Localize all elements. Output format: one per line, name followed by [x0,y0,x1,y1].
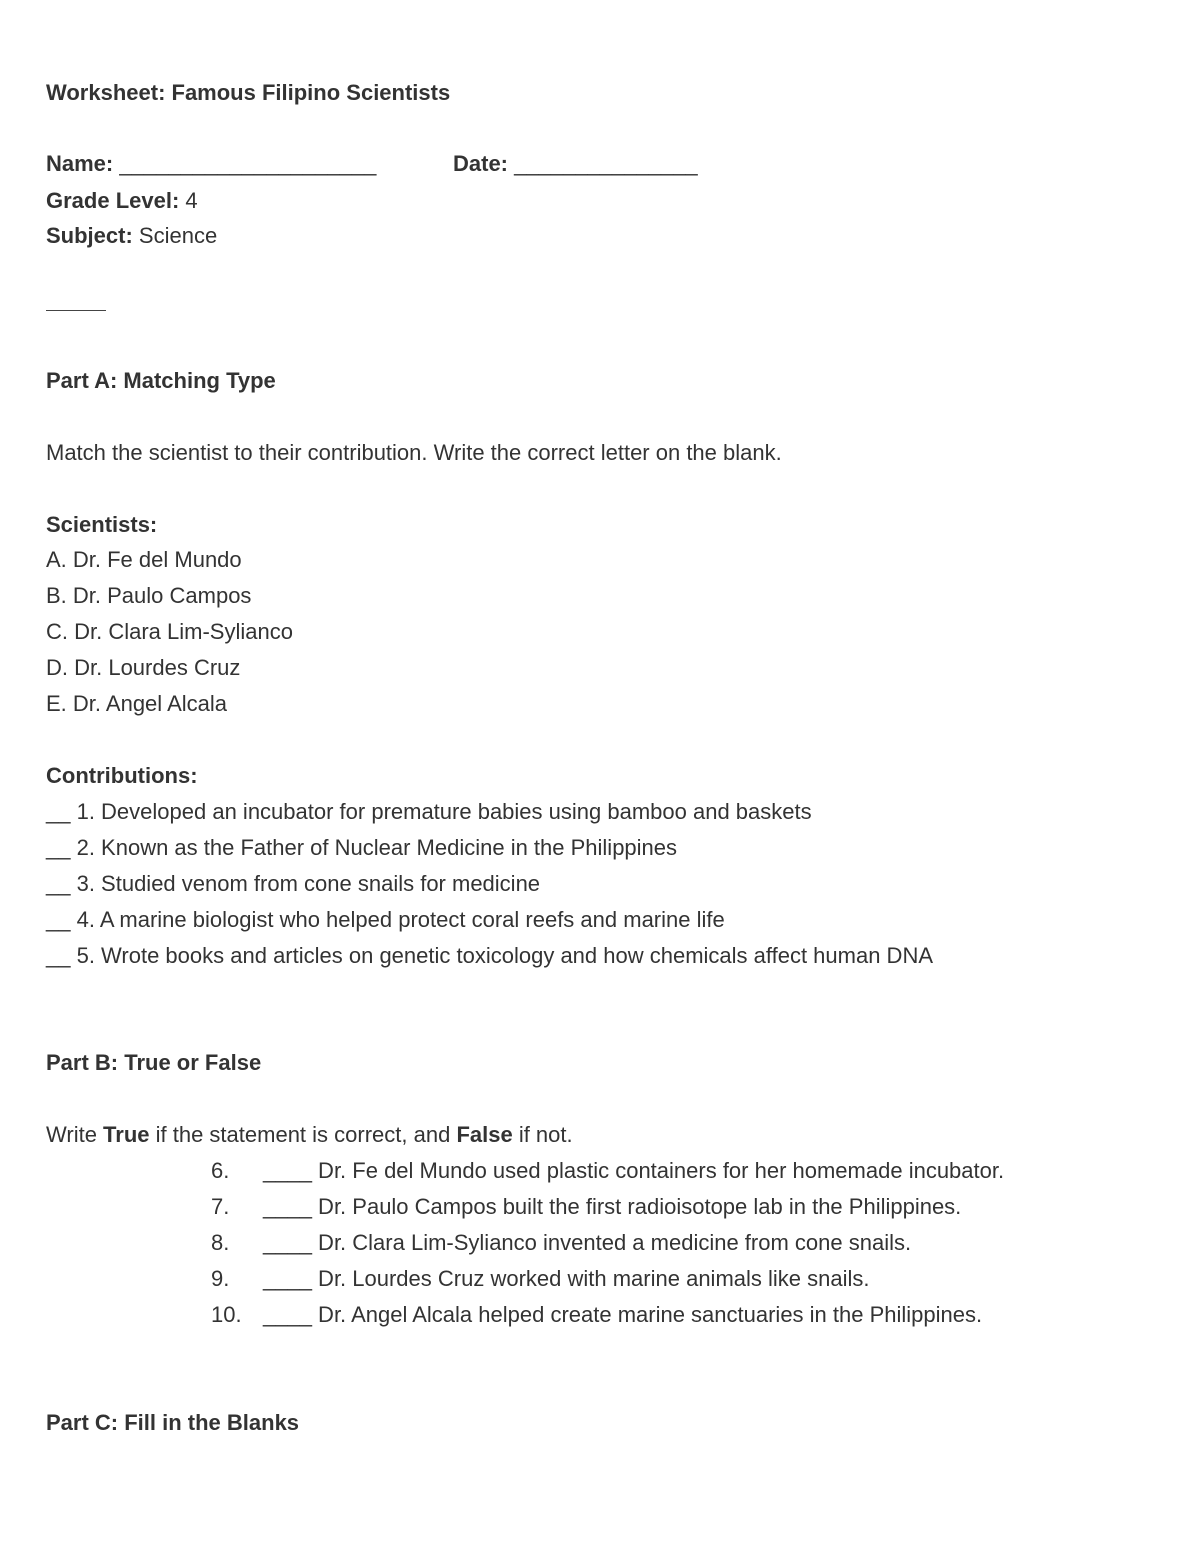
true-false-item: ____ Dr. Lourdes Cruz worked with marine animals like snails. [263,1266,870,1291]
grade-label: Grade Level: [46,188,180,213]
item-number: 9. [211,1266,230,1291]
list-item: A. Dr. Fe del Mundo [46,547,242,572]
name-line [46,151,376,177]
part-a-instructions: Match the scientist to their contribution. Write the correct letter on the blank. [46,440,782,465]
grade-line [46,188,198,214]
true-false-item: ____ Dr. Clara Lim-Sylianco invented a medicine from cone snails. [263,1230,912,1255]
true-false-item: ____ Dr. Angel Alcala helped create marine sanctuaries in the Philippines. [263,1302,983,1327]
contributions-label: Contributions: [46,763,198,788]
scientists-label: Scientists: [46,512,158,537]
instr-true: True [103,1122,150,1147]
grade-value: 4 [185,188,198,213]
true-false-item: ____ Dr. Paulo Campos built the first radioisotope lab in the Philippines. [263,1194,962,1219]
item-number: 6. [211,1158,230,1183]
section-divider [46,310,106,311]
name-blank: _____________________ [119,151,377,176]
list-item: __ 5. Wrote books and articles on genetic toxicology and how chemicals affect human DNA [46,943,934,968]
date-label: Date: [453,151,509,176]
list-item: E. Dr. Angel Alcala [46,691,227,716]
list-item: C. Dr. Clara Lim-Sylianco [46,619,293,644]
part-c-heading: Part C: Fill in the Blanks [46,1410,300,1435]
name-label: Name: [46,151,114,176]
subject-line [46,223,217,249]
item-number: 8. [211,1230,230,1255]
instr-text: Write [46,1122,104,1147]
list-item: __ 2. Known as the Father of Nuclear Medicine in the Philippines [46,835,678,860]
date-blank: _______________ [514,151,698,176]
list-item: __ 1. Developed an incubator for premature babies using bamboo and baskets [46,799,812,824]
item-number: 10. [211,1302,242,1327]
part-b-instructions [46,1122,573,1148]
date-line [453,151,698,177]
subject-label: Subject: [46,223,133,248]
item-number: 7. [211,1194,230,1219]
list-item: D. Dr. Lourdes Cruz [46,655,241,680]
part-a-heading: Part A: Matching Type [46,368,276,393]
instr-text: if the statement is correct, and [149,1122,457,1147]
page-title: Worksheet: Famous Filipino Scientists [46,80,451,105]
list-item: __ 3. Studied venom from cone snails for medicine [46,871,541,896]
part-b-heading: Part B: True or False [46,1050,262,1075]
true-false-item: ____ Dr. Fe del Mundo used plastic containers for her homemade incubator. [263,1158,1005,1183]
list-item: __ 4. A marine biologist who helped protect coral reefs and marine life [46,907,725,932]
subject-value: Science [138,223,218,248]
instr-text: if not. [512,1122,573,1147]
list-item: B. Dr. Paulo Campos [46,583,252,608]
instr-false: False [456,1122,513,1147]
